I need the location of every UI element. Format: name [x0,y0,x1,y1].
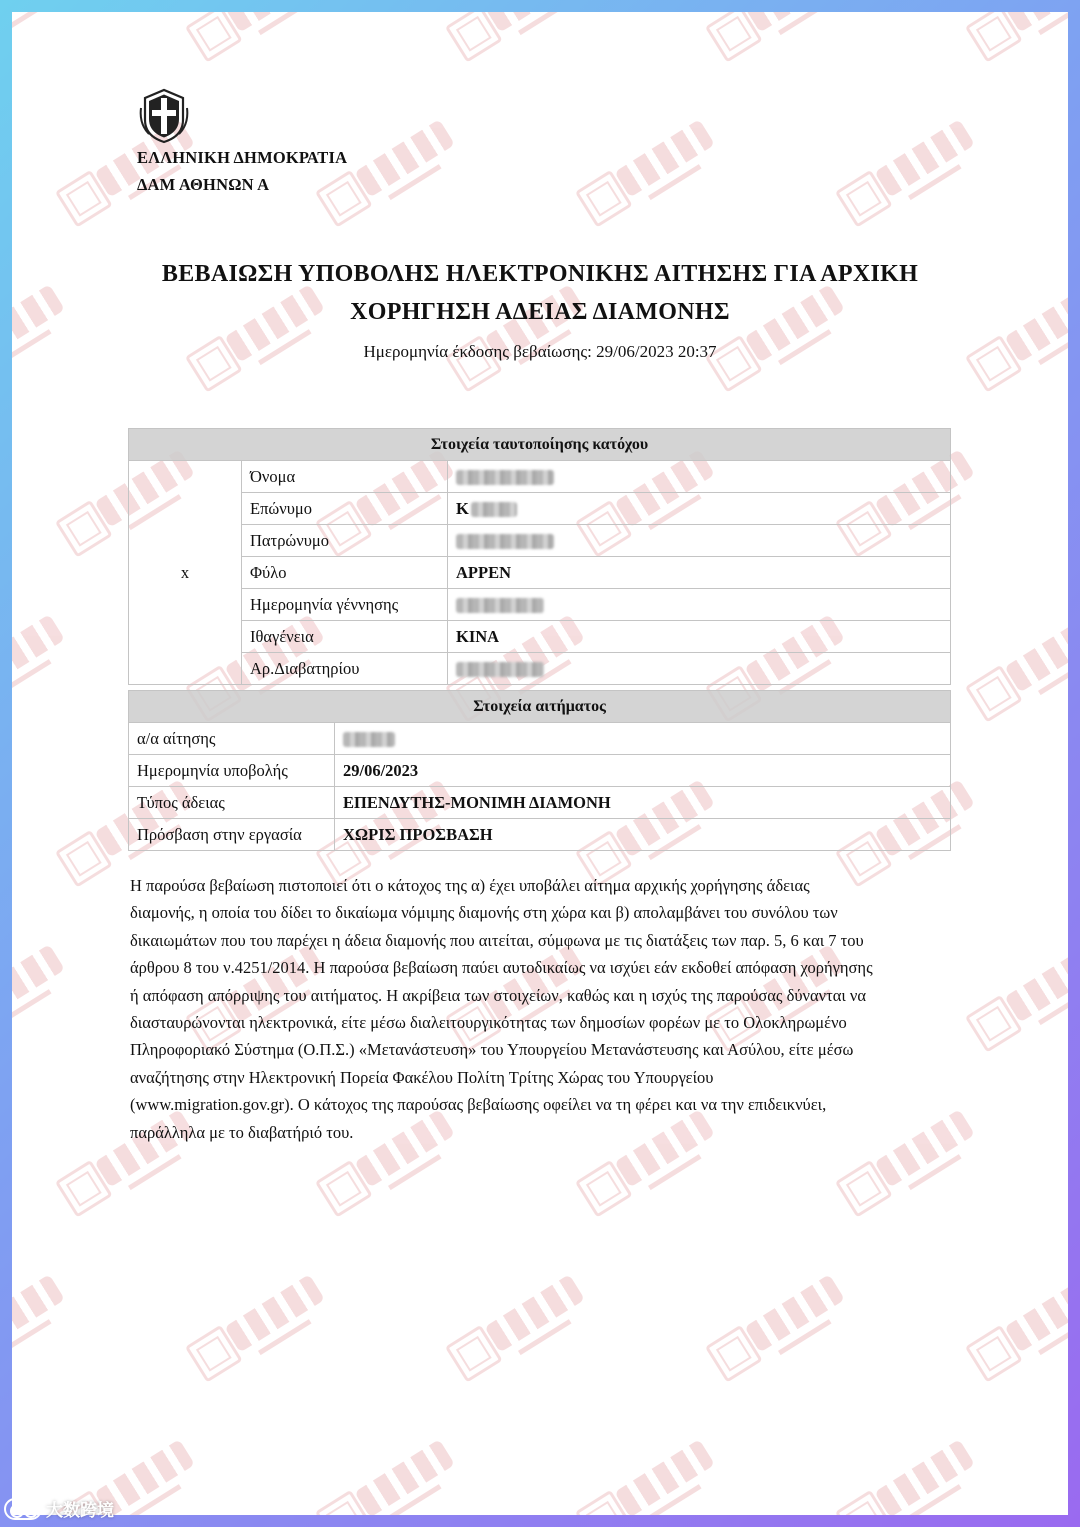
table-row [129,787,951,819]
statement-line: άρθρου 8 του ν.4251/2014. Η παρούσα βεβαίωση παύει αυτοδικαίως να ισχύει εάν εκδοθεί απόφαση χορήγησης [130,958,873,978]
surname-value [448,493,951,525]
field-label: Ημερομηνία γέννησης [242,589,448,621]
redacted-value [471,502,517,517]
redacted-value [456,534,554,549]
source-badge [4,1496,114,1521]
table-row [129,819,951,851]
first-name-value [448,461,951,493]
issue-date: Ημερομηνία έκδοσης βεβαίωσης: 29/06/2023 20:37 [363,342,717,361]
field-label: Φύλο [242,557,448,589]
permit-type-value: ΕΠΕΝΔΥΤΗΣ-ΜΟΝΙΜΗ ΔΙΑΜΟΝΗ [335,787,951,819]
table-row [129,723,951,755]
table-row [129,525,951,557]
document-page [12,12,1068,1515]
redacted-value [343,732,395,747]
field-label: Πατρώνυμο [242,525,448,557]
field-label: Ημερομηνία υποβολής [129,755,335,787]
document-title-line-2: ΧΟΡΗΓΗΣΗ ΑΔΕΙΑΣ ΔΙΑΜΟΝΗΣ [350,299,730,325]
passport-number-value [448,653,951,685]
sex-value: ΑΡΡΕΝ [448,557,951,589]
field-label: Ιθαγένεια [242,621,448,653]
statement-line: διασταυρώνονται ηλεκτρονικά, είτε μέσω διαλειτουργικότητας των δημοσίων φορέων με το Ολοκληρωμένο [130,1013,847,1033]
source-badge-text: 大数跨境 [46,1501,114,1521]
photo-placeholder: x [129,461,242,685]
table-row [129,493,951,525]
certification-statement [130,872,960,1146]
submission-date-value: 29/06/2023 [335,755,951,787]
table-row [129,557,951,589]
document-content [12,12,1068,1515]
statement-line: δικαιωμάτων που του παρέχει η άδεια διαμονής που αιτείται, σύμφωνα με τις διατάξεις των παρ. 5, 6 και 7 του [130,930,864,950]
holder-table-header: Στοιχεία ταυτοποίησης κατόχου [129,429,951,461]
greek-coat-of-arms-icon [139,88,189,144]
table-row [129,621,951,653]
redacted-value [456,470,554,485]
statement-line: Πληροφοριακό Σύστημα (Ο.Π.Σ.) «Μετανάστευση» του Υπουργείου Μετανάστευσης και Ασύλου, είτε μέσω [130,1040,854,1060]
surname-initial: K [456,498,469,518]
statement-line: παράλληλα με το διαβατήριό του. [130,1122,354,1142]
field-label: Όνομα [242,461,448,493]
table-row [129,589,951,621]
field-label: α/α αίτησης [129,723,335,755]
statement-line: διαμονής, η οποία του δίδει το δικαίωμα νόμιμης διαμονής στη χώρα και β) απολαμβάνει του συνόλου των [130,903,838,923]
application-table-header: Στοιχεία αιτήματος [129,691,951,723]
birth-date-value [448,589,951,621]
document-title-line-1: ΒΕΒΑΙΩΣΗ ΥΠΟΒΟΛΗΣ ΗΛΕΚΤΡΟΝΙΚΗΣ ΑΙΤΗΣΗΣ ΓΙΑ ΑΡΧΙΚΗ [161,261,919,287]
authority-office: ΔΑΜ ΑΘΗΝΩΝ Α [137,175,270,194]
table-row [129,461,951,493]
table-row [129,755,951,787]
fathers-name-value [448,525,951,557]
weibo-logo-icon [4,1498,42,1520]
statement-line: αναζήτησης στην Ηλεκτρονική Πορεία Φακέλου Πολίτη Τρίτης Χώρας του Υπουργείου [130,1067,714,1087]
field-label: Αρ.Διαβατηρίου [242,653,448,685]
statement-line: Η παρούσα βεβαίωση πιστοποιεί ότι ο κάτοχος της α) έχει υποβάλει αίτημα αρχικής χορήγησης άδειας [130,876,810,895]
nationality-value: ΚΙΝΑ [448,621,951,653]
redacted-value [456,662,544,677]
field-label: Τύπος άδειας [129,787,335,819]
authority-name: ΕΛΛΗΝΙΚΗ ΔΗΜΟΚΡΑΤΙΑ [137,148,348,167]
application-details-table [128,690,951,851]
table-row [129,653,951,685]
work-access-value: ΧΩΡΙΣ ΠΡΟΣΒΑΣΗ [335,819,951,851]
field-label: Επώνυμο [242,493,448,525]
statement-line: ή απόφαση απόρριψης του αιτήματος. Η ακρίβεια των στοιχείων, καθώς και η ισχύς της παρούσας δύνανται να [130,985,867,1005]
holder-identification-table [128,428,951,685]
redacted-value [456,598,544,613]
field-label: Πρόσβαση στην εργασία [129,819,335,851]
statement-line: (www.migration.gov.gr). Ο κάτοχος της παρούσας βεβαίωσης οφείλει να τη φέρει και να την επιδεικνύει, [130,1095,827,1115]
application-number-value [335,723,951,755]
